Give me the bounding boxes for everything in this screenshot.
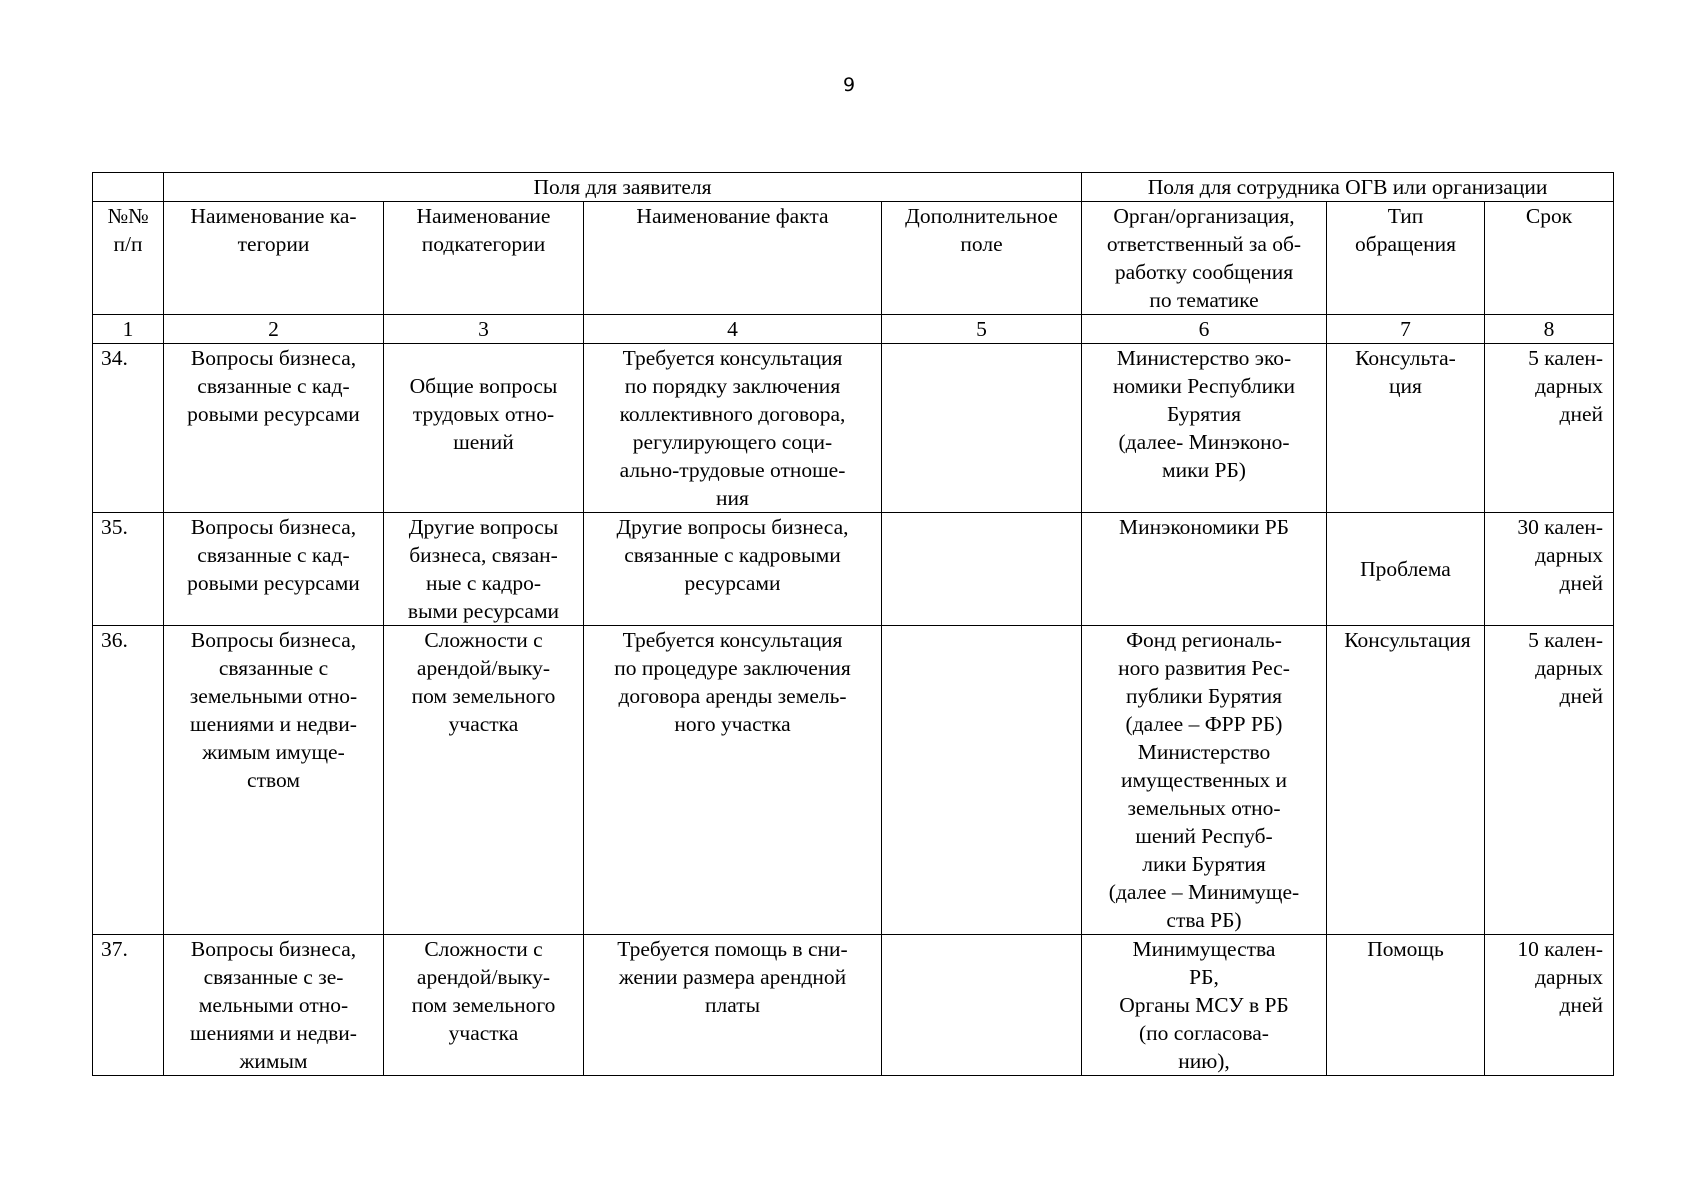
- deadline-cell: 5 кален- дарных дней: [1485, 626, 1614, 935]
- category-cell: Вопросы бизнеса, связанные с зе- мельными отно- шениями и недви- жимым: [164, 935, 384, 1076]
- column-header: Срок: [1485, 202, 1614, 315]
- table-row: [93, 626, 1614, 935]
- extra-cell: [882, 513, 1082, 626]
- group-header-empty: [93, 173, 164, 202]
- extra-cell: [882, 935, 1082, 1076]
- data-table: [92, 172, 1614, 1076]
- fact-cell: Требуется консультация по порядку заключения коллективного договора, регулирующего соци- ально-трудовые отноше- ния: [584, 344, 882, 513]
- column-header-row: [93, 202, 1614, 315]
- fact-cell: Другие вопросы бизнеса, связанные с кадровыми ресурсами: [584, 513, 882, 626]
- deadline-cell: 5 кален- дарных дней: [1485, 344, 1614, 513]
- column-number: 7: [1327, 315, 1485, 344]
- group-header-row: [93, 173, 1614, 202]
- subcategory-cell: Сложности с арендой/выку- пом земельного участка: [384, 626, 584, 935]
- column-header: Тип обращения: [1327, 202, 1485, 315]
- category-cell: Вопросы бизнеса, связанные с кад- ровыми ресурсами: [164, 344, 384, 513]
- column-header: Дополнительное поле: [882, 202, 1082, 315]
- column-header: №№ п/п: [93, 202, 164, 315]
- row-number: 35.: [93, 513, 164, 626]
- page-number: 9: [842, 74, 856, 96]
- group-header-staff: Поля для сотрудника ОГВ или организации: [1082, 173, 1614, 202]
- category-cell: Вопросы бизнеса, связанные с земельными отно- шениями и недви- жимым имуще- ством: [164, 626, 384, 935]
- column-number: 4: [584, 315, 882, 344]
- table-row: [93, 935, 1614, 1076]
- category-cell: Вопросы бизнеса, связанные с кад- ровыми ресурсами: [164, 513, 384, 626]
- column-number-row: [93, 315, 1614, 344]
- column-number: 6: [1082, 315, 1327, 344]
- column-header: Наименование факта: [584, 202, 882, 315]
- column-header: Наименование подкатегории: [384, 202, 584, 315]
- organization-cell: Минэкономики РБ: [1082, 513, 1327, 626]
- column-number: 2: [164, 315, 384, 344]
- organization-cell: Минимущества РБ, Органы МСУ в РБ (по согласова- нию),: [1082, 935, 1327, 1076]
- table-row: [93, 344, 1614, 513]
- column-number: 5: [882, 315, 1082, 344]
- request-type-cell: Консульта- ция: [1327, 344, 1485, 513]
- group-header-applicant: Поля для заявителя: [164, 173, 1082, 202]
- fact-cell: Требуется помощь в сни- жении размера арендной платы: [584, 935, 882, 1076]
- extra-cell: [882, 626, 1082, 935]
- organization-cell: Фонд региональ- ного развития Рес- публики Бурятия (далее – ФРР РБ) Министерство имущественных и земельных отно- шений Респуб- лики Бурятия (далее – Минимуще- ства РБ): [1082, 626, 1327, 935]
- row-number: 36.: [93, 626, 164, 935]
- organization-cell: Министерство эко- номики Республики Бурятия (далее- Минэконо- мики РБ): [1082, 344, 1327, 513]
- column-number: 3: [384, 315, 584, 344]
- table-row: [93, 513, 1614, 626]
- row-number: 34.: [93, 344, 164, 513]
- row-number: 37.: [93, 935, 164, 1076]
- request-type-cell: Консультация: [1327, 626, 1485, 935]
- fact-cell: Требуется консультация по процедуре заключения договора аренды земель- ного участка: [584, 626, 882, 935]
- subcategory-cell: Сложности с арендой/выку- пом земельного участка: [384, 935, 584, 1076]
- column-header: Орган/организация, ответственный за об- работку сообщения по тематике: [1082, 202, 1327, 315]
- extra-cell: [882, 344, 1082, 513]
- column-number: 1: [93, 315, 164, 344]
- deadline-cell: 10 кален- дарных дней: [1485, 935, 1614, 1076]
- request-type-cell: Помощь: [1327, 935, 1485, 1076]
- deadline-cell: 30 кален- дарных дней: [1485, 513, 1614, 626]
- column-number: 8: [1485, 315, 1614, 344]
- subcategory-cell: Другие вопросы бизнеса, связан- ные с кадро- выми ресурсами: [384, 513, 584, 626]
- column-header: Наименование ка- тегории: [164, 202, 384, 315]
- request-type-cell: Проблема: [1327, 513, 1485, 626]
- subcategory-cell: Общие вопросы трудовых отно- шений: [384, 344, 584, 513]
